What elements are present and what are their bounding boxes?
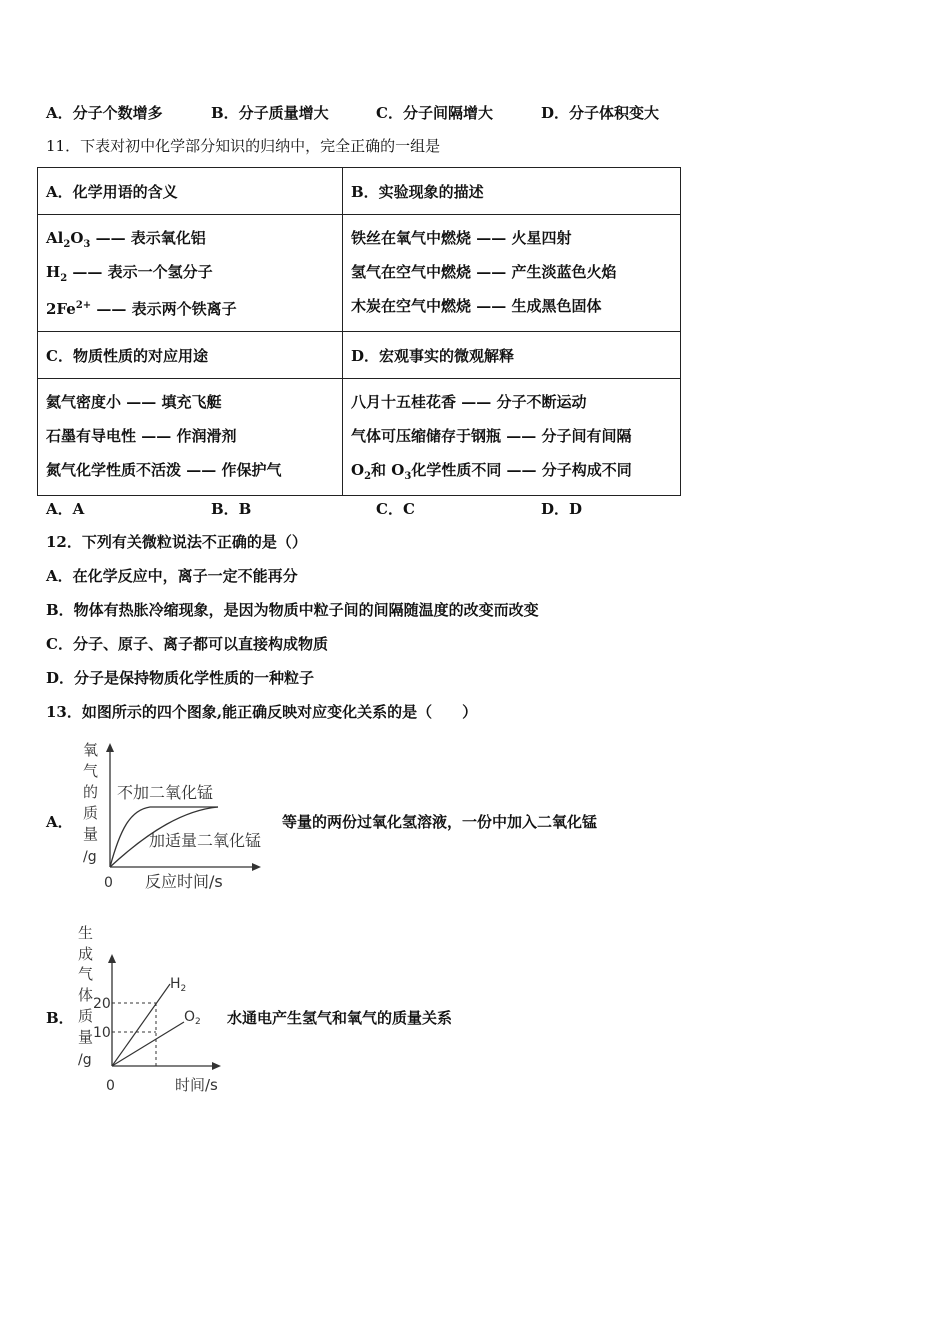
q11-d-line-1: 八月十五桂花香 —— 分子不断运动 bbox=[351, 393, 587, 411]
q11-d-line-2: 气体可压缩储存于钢瓶 —— 分子间有间隔 bbox=[351, 427, 632, 445]
q11-cell-c bbox=[38, 379, 343, 496]
q11-c-line-1: 氦气密度小 —— 填充飞艇 bbox=[46, 393, 222, 411]
graph-b-ylabel-2: 成 bbox=[78, 945, 94, 963]
q11-a-line-3: $2Fe^{2+}$ —— 表示两个铁离子 bbox=[46, 300, 237, 318]
graph-b-ylabel-4: 体 bbox=[78, 986, 94, 1004]
graph-a-ylabel-3: 的 bbox=[83, 783, 99, 801]
q12-option-b[interactable]: B．物体有热胀冷缩现象，是因为物质中粒子间的间隔随温度的改变而改变 bbox=[46, 601, 539, 619]
graph-a-y-arrow bbox=[106, 743, 114, 752]
q11-header-d: D．宏观事实的微观解释 bbox=[343, 332, 681, 379]
q13-option-a-label[interactable]: A． bbox=[46, 813, 73, 831]
graph-b-o2-label: $O_2$ bbox=[184, 1009, 201, 1027]
graph-b-h2-line bbox=[112, 984, 170, 1066]
q10-option-d[interactable]: D．分子体积变大 bbox=[541, 104, 660, 122]
q13-graph-a bbox=[75, 735, 285, 895]
graph-b-ylabel-5: 质 bbox=[78, 1007, 94, 1025]
q11-option-c[interactable]: C．C bbox=[376, 500, 415, 518]
graph-b-ylabel-7: /g bbox=[78, 1052, 92, 1068]
q10-option-c[interactable]: C．分子间隔增大 bbox=[376, 104, 493, 122]
q11-header-a: A．化学用语的含义 bbox=[38, 168, 343, 215]
q11-cell-a bbox=[38, 215, 343, 332]
q12-option-a[interactable]: A．在化学反应中，离子一定不能再分 bbox=[46, 567, 298, 585]
graph-a-xlabel: 反应时间/s bbox=[145, 872, 223, 891]
graph-a-ylabel-5: 量 bbox=[83, 825, 99, 843]
graph-b-y-arrow bbox=[108, 954, 116, 963]
graph-a-x-arrow bbox=[252, 863, 261, 871]
q13-graph-b bbox=[72, 922, 232, 1102]
graph-b-ylabel-3: 气 bbox=[78, 965, 94, 983]
graph-b-tick-20: 20 bbox=[93, 996, 111, 1012]
q12-option-d[interactable]: D．分子是保持物质化学性质的一种粒子 bbox=[46, 669, 315, 687]
graph-a-curve1-label: 不加二氧化锰 bbox=[117, 783, 214, 802]
q11-cell-b bbox=[343, 215, 681, 332]
graph-a-ylabel-1: 氧 bbox=[83, 741, 99, 759]
q12-stem: 12．下列有关微粒说法不正确的是（） bbox=[46, 533, 307, 551]
q13-b-description: 水通电产生氢气和氧气的质量关系 bbox=[227, 1009, 453, 1027]
graph-b-origin: 0 bbox=[106, 1078, 115, 1094]
graph-a-curve2-label: 加适量二氧化锰 bbox=[149, 831, 262, 850]
q11-option-b[interactable]: B．B bbox=[211, 500, 252, 518]
q10-option-b[interactable]: B．分子质量增大 bbox=[211, 104, 329, 122]
q12-option-c[interactable]: C．分子、原子、离子都可以直接构成物质 bbox=[46, 635, 328, 653]
graph-b-ylabel-6: 量 bbox=[78, 1028, 94, 1046]
q11-table bbox=[37, 167, 681, 496]
graph-b-ylabel-1: 生 bbox=[78, 924, 94, 942]
q11-b-line-3: 木炭在空气中燃烧 —— 生成黑色固体 bbox=[351, 297, 602, 315]
q10-option-a[interactable]: A．分子个数增多 bbox=[46, 104, 163, 122]
graph-a-origin: 0 bbox=[104, 875, 113, 891]
graph-b-x-arrow bbox=[212, 1062, 221, 1070]
q11-b-line-1: 铁丝在氧气中燃烧 —— 火星四射 bbox=[351, 229, 572, 247]
q11-c-line-3: 氮气化学性质不活泼 —— 作保护气 bbox=[46, 461, 282, 479]
q11-option-d[interactable]: D．D bbox=[541, 500, 583, 518]
graph-a-ylabel-2: 气 bbox=[83, 762, 99, 780]
q11-header-b: B．实验现象的描述 bbox=[343, 168, 681, 215]
graph-b-h2-label: $H_2$ bbox=[170, 976, 187, 994]
q11-stem: 11．下表对初中化学部分知识的归纳中，完全正确的一组是 bbox=[46, 137, 441, 155]
q11-b-line-2: 氢气在空气中燃烧 —— 产生淡蓝色火焰 bbox=[351, 263, 617, 281]
q11-option-a[interactable]: A．A bbox=[46, 500, 85, 518]
q11-c-line-2: 石墨有导电性 —— 作润滑剂 bbox=[46, 427, 237, 445]
q11-a-line-1: $Al_2O_3$ —— 表示氧化铝 bbox=[46, 229, 206, 250]
q11-header-c: C．物质性质的对应用途 bbox=[38, 332, 343, 379]
q11-a-line-2: $H_2$ —— 表示一个氢分子 bbox=[46, 263, 213, 284]
q11-cell-d bbox=[343, 379, 681, 496]
q13-stem: 13．如图所示的四个图象,能正确反映对应变化关系的是（ ） bbox=[46, 703, 478, 721]
graph-b-tick-10: 10 bbox=[93, 1025, 111, 1041]
graph-a-ylabel-6: /g bbox=[83, 849, 97, 865]
graph-b-xlabel: 时间/s bbox=[175, 1076, 218, 1094]
graph-b-o2-line bbox=[112, 1022, 184, 1066]
q13-a-description: 等量的两份过氧化氢溶液，一份中加入二氧化锰 bbox=[282, 813, 598, 831]
q11-d-line-3: $O_2$和 $O_3$化学性质不同 —— 分子构成不同 bbox=[351, 461, 632, 482]
graph-a-ylabel-4: 质 bbox=[83, 804, 99, 822]
q13-option-b-label[interactable]: B． bbox=[46, 1009, 74, 1027]
